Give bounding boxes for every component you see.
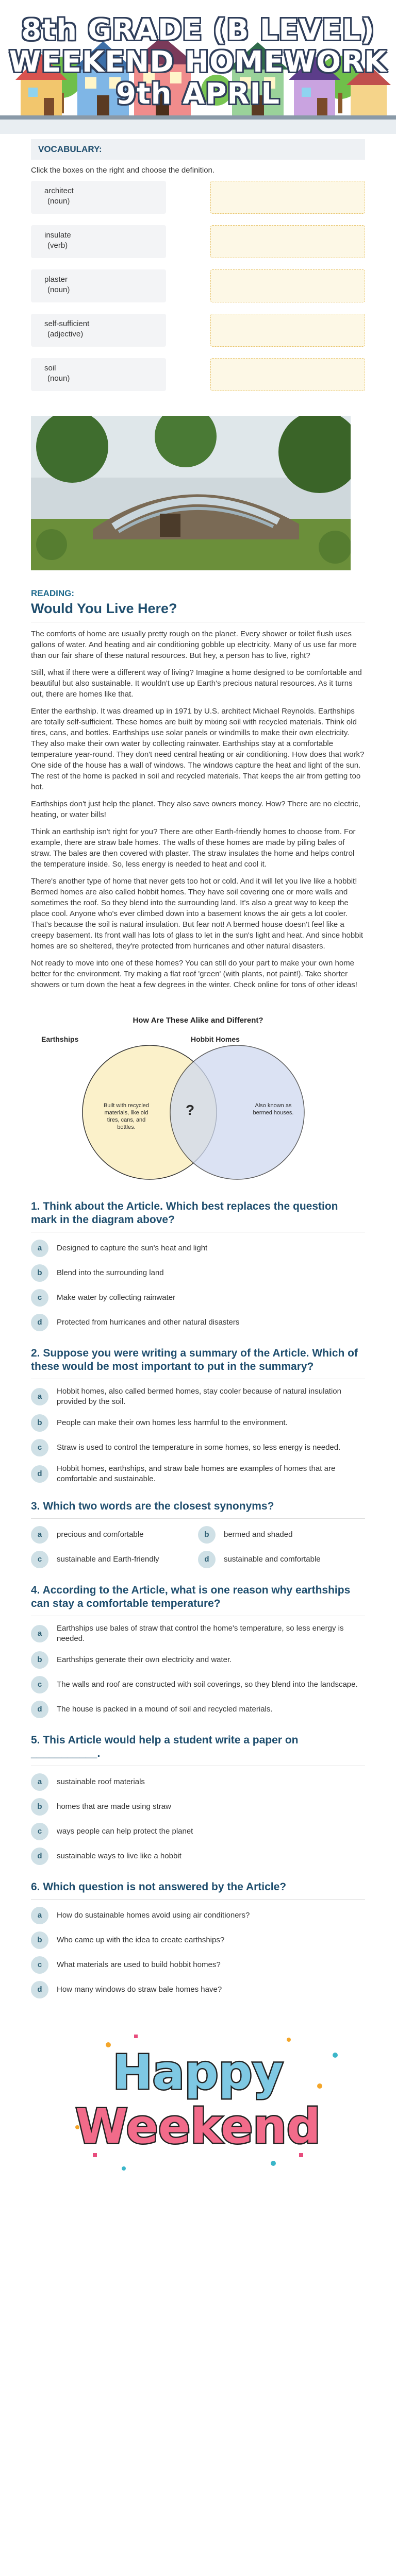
question-block [31, 1500, 365, 1568]
answer-option[interactable] [31, 1439, 365, 1456]
option-letter: d [31, 1981, 48, 1998]
option-text: Who came up with the idea to create earthships? [57, 1936, 225, 1944]
answer-option[interactable] [31, 1773, 365, 1791]
answer-option[interactable] [31, 1907, 365, 1924]
venn-diagram [31, 1030, 365, 1184]
option-letter: b [198, 1526, 216, 1544]
option-text: People can make their own homes less harmful to the environment. [57, 1418, 288, 1427]
option-letter: d [31, 1701, 48, 1718]
question-title: 3. Which two words are the closest synonyms? [31, 1500, 365, 1519]
option-text: Earthships generate their own electricity and water. [57, 1655, 232, 1664]
answer-option[interactable] [31, 1701, 365, 1718]
option-text: Blend into the surrounding land [57, 1268, 164, 1277]
venn-left-label: Earthships [41, 1035, 79, 1043]
vocabulary-instructions: Click the boxes on the right and choose the definition. [31, 166, 215, 175]
vocab-part-of-speech: (verb) [47, 241, 68, 250]
answer-option[interactable] [31, 1848, 365, 1865]
option-text: Designed to capture the sun's heat and light [57, 1244, 208, 1252]
answer-options-grid [31, 1519, 365, 1568]
reading-paragraph: Still, what if there were a different way of living? Imagine a home designed to be comfortable and beautiful but also sustainable. It wouldn't use up Earth's precious natural resources. As it turns out, there are homes like that. [31, 668, 362, 699]
option-letter: c [31, 1551, 48, 1568]
question-block [31, 1347, 365, 1484]
vocab-term [31, 269, 166, 302]
answer-option[interactable] [31, 1651, 365, 1669]
question-title: 2. Suppose you were writing a summary of the Article. Which of these would be most important to put in the summary? [31, 1347, 365, 1379]
answer-option[interactable] [31, 1623, 365, 1644]
option-text: ways people can help protect the planet [57, 1827, 193, 1836]
vocab-row [31, 181, 365, 214]
option-text: precious and comfortable [57, 1530, 144, 1539]
diagram-title: How Are These Alike and Different? [133, 1016, 263, 1025]
option-letter: b [31, 1798, 48, 1816]
option-text: What materials are used to build hobbit homes? [57, 1960, 221, 1969]
option-text: Hobbit homes, also called bermed homes, stay cooler because of natural insulation provided by the soil. [57, 1387, 341, 1406]
vocab-word: self-sufficient [44, 319, 90, 328]
option-text: sustainable ways to live like a hobbit [57, 1852, 182, 1860]
option-letter: b [31, 1931, 48, 1949]
option-letter: c [31, 1956, 48, 1974]
option-text: Straw is used to control the temperature in some homes, so less energy is needed. [57, 1443, 341, 1452]
option-letter: a [31, 1773, 48, 1791]
question-block [31, 1734, 365, 1865]
answer-option[interactable] [31, 1798, 365, 1816]
answer-option[interactable] [31, 1931, 365, 1949]
option-letter: a [31, 1625, 48, 1642]
venn-right-label: Hobbit Homes [191, 1035, 240, 1043]
definition-dropdown[interactable] [210, 269, 365, 302]
question-block [31, 1200, 365, 1331]
vocab-term [31, 358, 166, 391]
option-text: How many windows do straw bale homes have? [57, 1985, 222, 1994]
vocab-row [31, 269, 365, 302]
vocab-row [31, 225, 365, 258]
answer-option[interactable] [31, 1240, 365, 1257]
happy-weekend-image [31, 2024, 365, 2179]
reading-section [0, 588, 396, 2179]
answer-option[interactable] [31, 1956, 365, 1974]
vocab-word: insulate [44, 231, 71, 240]
vocab-row [31, 358, 365, 391]
vocab-part-of-speech: (noun) [47, 374, 70, 383]
definition-dropdown[interactable] [210, 314, 365, 347]
happy-weekend-graphic [31, 2024, 365, 2179]
vocab-term [31, 314, 166, 347]
option-letter: c [31, 1439, 48, 1456]
vocab-word: plaster [44, 275, 68, 284]
option-letter: b [31, 1651, 48, 1669]
answer-option[interactable] [31, 1526, 198, 1544]
reading-title: Would You Live Here? [31, 601, 365, 622]
definition-dropdown[interactable] [210, 358, 365, 391]
question-title: 1. Think about the Article. Which best replaces the question mark in the diagram above? [31, 1200, 365, 1232]
option-letter: b [31, 1264, 48, 1282]
reading-paragraph: Not ready to move into one of these homes? You can still do your part to make your own home better for the environment. Try making a flat roof 'green' (with plants, not paint!). Take shorter showers or turn down the heat a few degrees in the winter. Check online for tons of other ideas! [31, 959, 357, 989]
option-text: homes that are made using straw [57, 1802, 171, 1811]
option-text: How do sustainable homes avoid using air conditioners? [57, 1911, 250, 1920]
venn-left-text: Built with recycled materials, like old tires, cans, and bottles. [103, 1103, 150, 1130]
reading-paragraph: There's another type of home that never gets too hot or cold. And it will let you live like a hobbit! Bermed homes are also called hobbit homes. They have soil covering one or more walls and sometimes the roof. So they blend into the surrounding land. It's also a great way to keep the place cool. Anyone who's ever climbed down into a basement knows the air gets a lot cooler. That's because the soil is natural insulation. But fear not! A bermed house doesn't feel like a creepy basement. Its front wall has lots of glass to let in the sun's light and heat. And since hobbit homes are so sheltered, they're protected from hurricanes and other natural disasters. [31, 877, 364, 951]
answer-option[interactable] [31, 1676, 365, 1693]
answer-option[interactable] [31, 1464, 365, 1484]
option-text: The walls and roof are constructed with soil coverings, so they blend into the landscape. [57, 1680, 358, 1689]
option-text: sustainable roof materials [57, 1777, 145, 1786]
vocab-row [31, 314, 365, 347]
question-block [31, 1880, 365, 1998]
answer-option[interactable] [31, 1551, 198, 1568]
question-title: 6. Which question is not answered by the Article? [31, 1880, 365, 1900]
option-letter: c [31, 1676, 48, 1693]
option-letter: a [31, 1240, 48, 1257]
header-banner [0, 0, 396, 134]
reading-paragraph: Earthships don't just help the planet. They also save owners money. How? There are no electric, heating, or water bills! [31, 800, 361, 819]
answer-option[interactable] [31, 1386, 365, 1407]
answer-option[interactable] [198, 1526, 365, 1544]
option-letter: a [31, 1388, 48, 1405]
option-letter: d [31, 1848, 48, 1865]
weekend-text: Weekend [75, 2099, 321, 2154]
vocab-word: soil [44, 364, 56, 372]
vocab-term [31, 181, 166, 214]
question-block [31, 1584, 365, 1718]
option-text: bermed and shaded [224, 1530, 293, 1539]
option-text: Hobbit homes, earthships, and straw bale homes are examples of homes that are comfortable and sustainable. [57, 1464, 336, 1483]
vocab-word: architect [44, 187, 74, 195]
answer-option[interactable] [31, 1314, 365, 1331]
venn-circles [31, 1030, 365, 1184]
option-text: sustainable and Earth-friendly [57, 1555, 159, 1564]
vocab-part-of-speech: (noun) [47, 197, 70, 206]
definition-dropdown[interactable] [210, 181, 365, 214]
vocabulary-section [0, 139, 396, 391]
venn-middle-question: ? [186, 1102, 195, 1118]
answer-option[interactable] [31, 1289, 365, 1307]
venn-right-text: Also known as bermed houses. [253, 1103, 294, 1116]
option-letter: d [31, 1314, 48, 1331]
definition-dropdown[interactable] [210, 225, 365, 258]
question-title: 5. This Article would help a student write a paper on ___________. [31, 1734, 365, 1766]
option-letter: d [31, 1465, 48, 1483]
option-text: The house is packed in a mound of soil and recycled materials. [57, 1705, 273, 1714]
vocab-term [31, 225, 166, 258]
option-text: Make water by collecting rainwater [57, 1293, 176, 1302]
reading-paragraph: Enter the earthship. It was dreamed up in 1971 by U.S. architect Michael Reynolds. Earthships are totally self-sufficient. These homes are built by mixing soil with recycled materials. Think old tires, cans, and bottles. Earthships use solar panels or windmills to make their own electricity. They also make their own water by collecting rainwater. Earthships stay at a comfortable temperature year-round. They don't need central heating or air conditioning. How does that work? One side of the house has a wall of windows. The windows capture the heat and light of the sun. The rest of the home is packed in soil and recycled materials. That keeps the air from getting too hot. [31, 707, 365, 791]
vocab-part-of-speech: (adjective) [47, 330, 84, 338]
answer-option[interactable] [31, 1414, 365, 1432]
option-letter: b [31, 1414, 48, 1432]
happy-text: Happy [112, 2045, 284, 2100]
question-title: 4. According to the Article, what is one reason why earthships can stay a comfortable temperature? [31, 1584, 365, 1616]
option-letter: c [31, 1823, 48, 1840]
reading-label: READING: [31, 588, 75, 598]
option-letter: a [31, 1526, 48, 1544]
answer-option[interactable] [31, 1264, 365, 1282]
answer-option[interactable] [31, 1823, 365, 1840]
option-text: Protected from hurricanes and other natural disasters [57, 1318, 240, 1327]
earthship-photo [31, 416, 351, 570]
option-text: sustainable and comfortable [224, 1555, 321, 1564]
answer-option[interactable] [198, 1551, 365, 1568]
option-letter: a [31, 1907, 48, 1924]
option-letter: c [31, 1289, 48, 1307]
page-title: 8th GRADE (B LEVEL) WEEKEND HOMEWORK 9th APRIL [9, 13, 387, 111]
option-letter: d [198, 1551, 216, 1568]
answer-option[interactable] [31, 1981, 365, 1998]
reading-paragraph: Think an earthship isn't right for you? There are other Earth-friendly homes to choose from. For example, there are straw bale homes. The walls of these homes are made by piling bales of straw. The bales are then covered with plaster. The straw insulates the home and helps control the temperature inside. So, less energy is needed to heat and cool it. [31, 827, 356, 869]
option-text: Earthships use bales of straw that control the home's temperature, so less energy is needed. [57, 1624, 344, 1643]
reading-paragraph: The comforts of home are usually pretty rough on the planet. Every shower or toilet flush uses gallons of water. And heating and air conditioning gobble up electricity. Many of us use far more than our fair share of these natural resources. But hey, a person has to live, right? [31, 630, 357, 660]
vocabulary-heading: VOCABULARY: [31, 139, 365, 160]
vocab-part-of-speech: (noun) [47, 285, 70, 294]
